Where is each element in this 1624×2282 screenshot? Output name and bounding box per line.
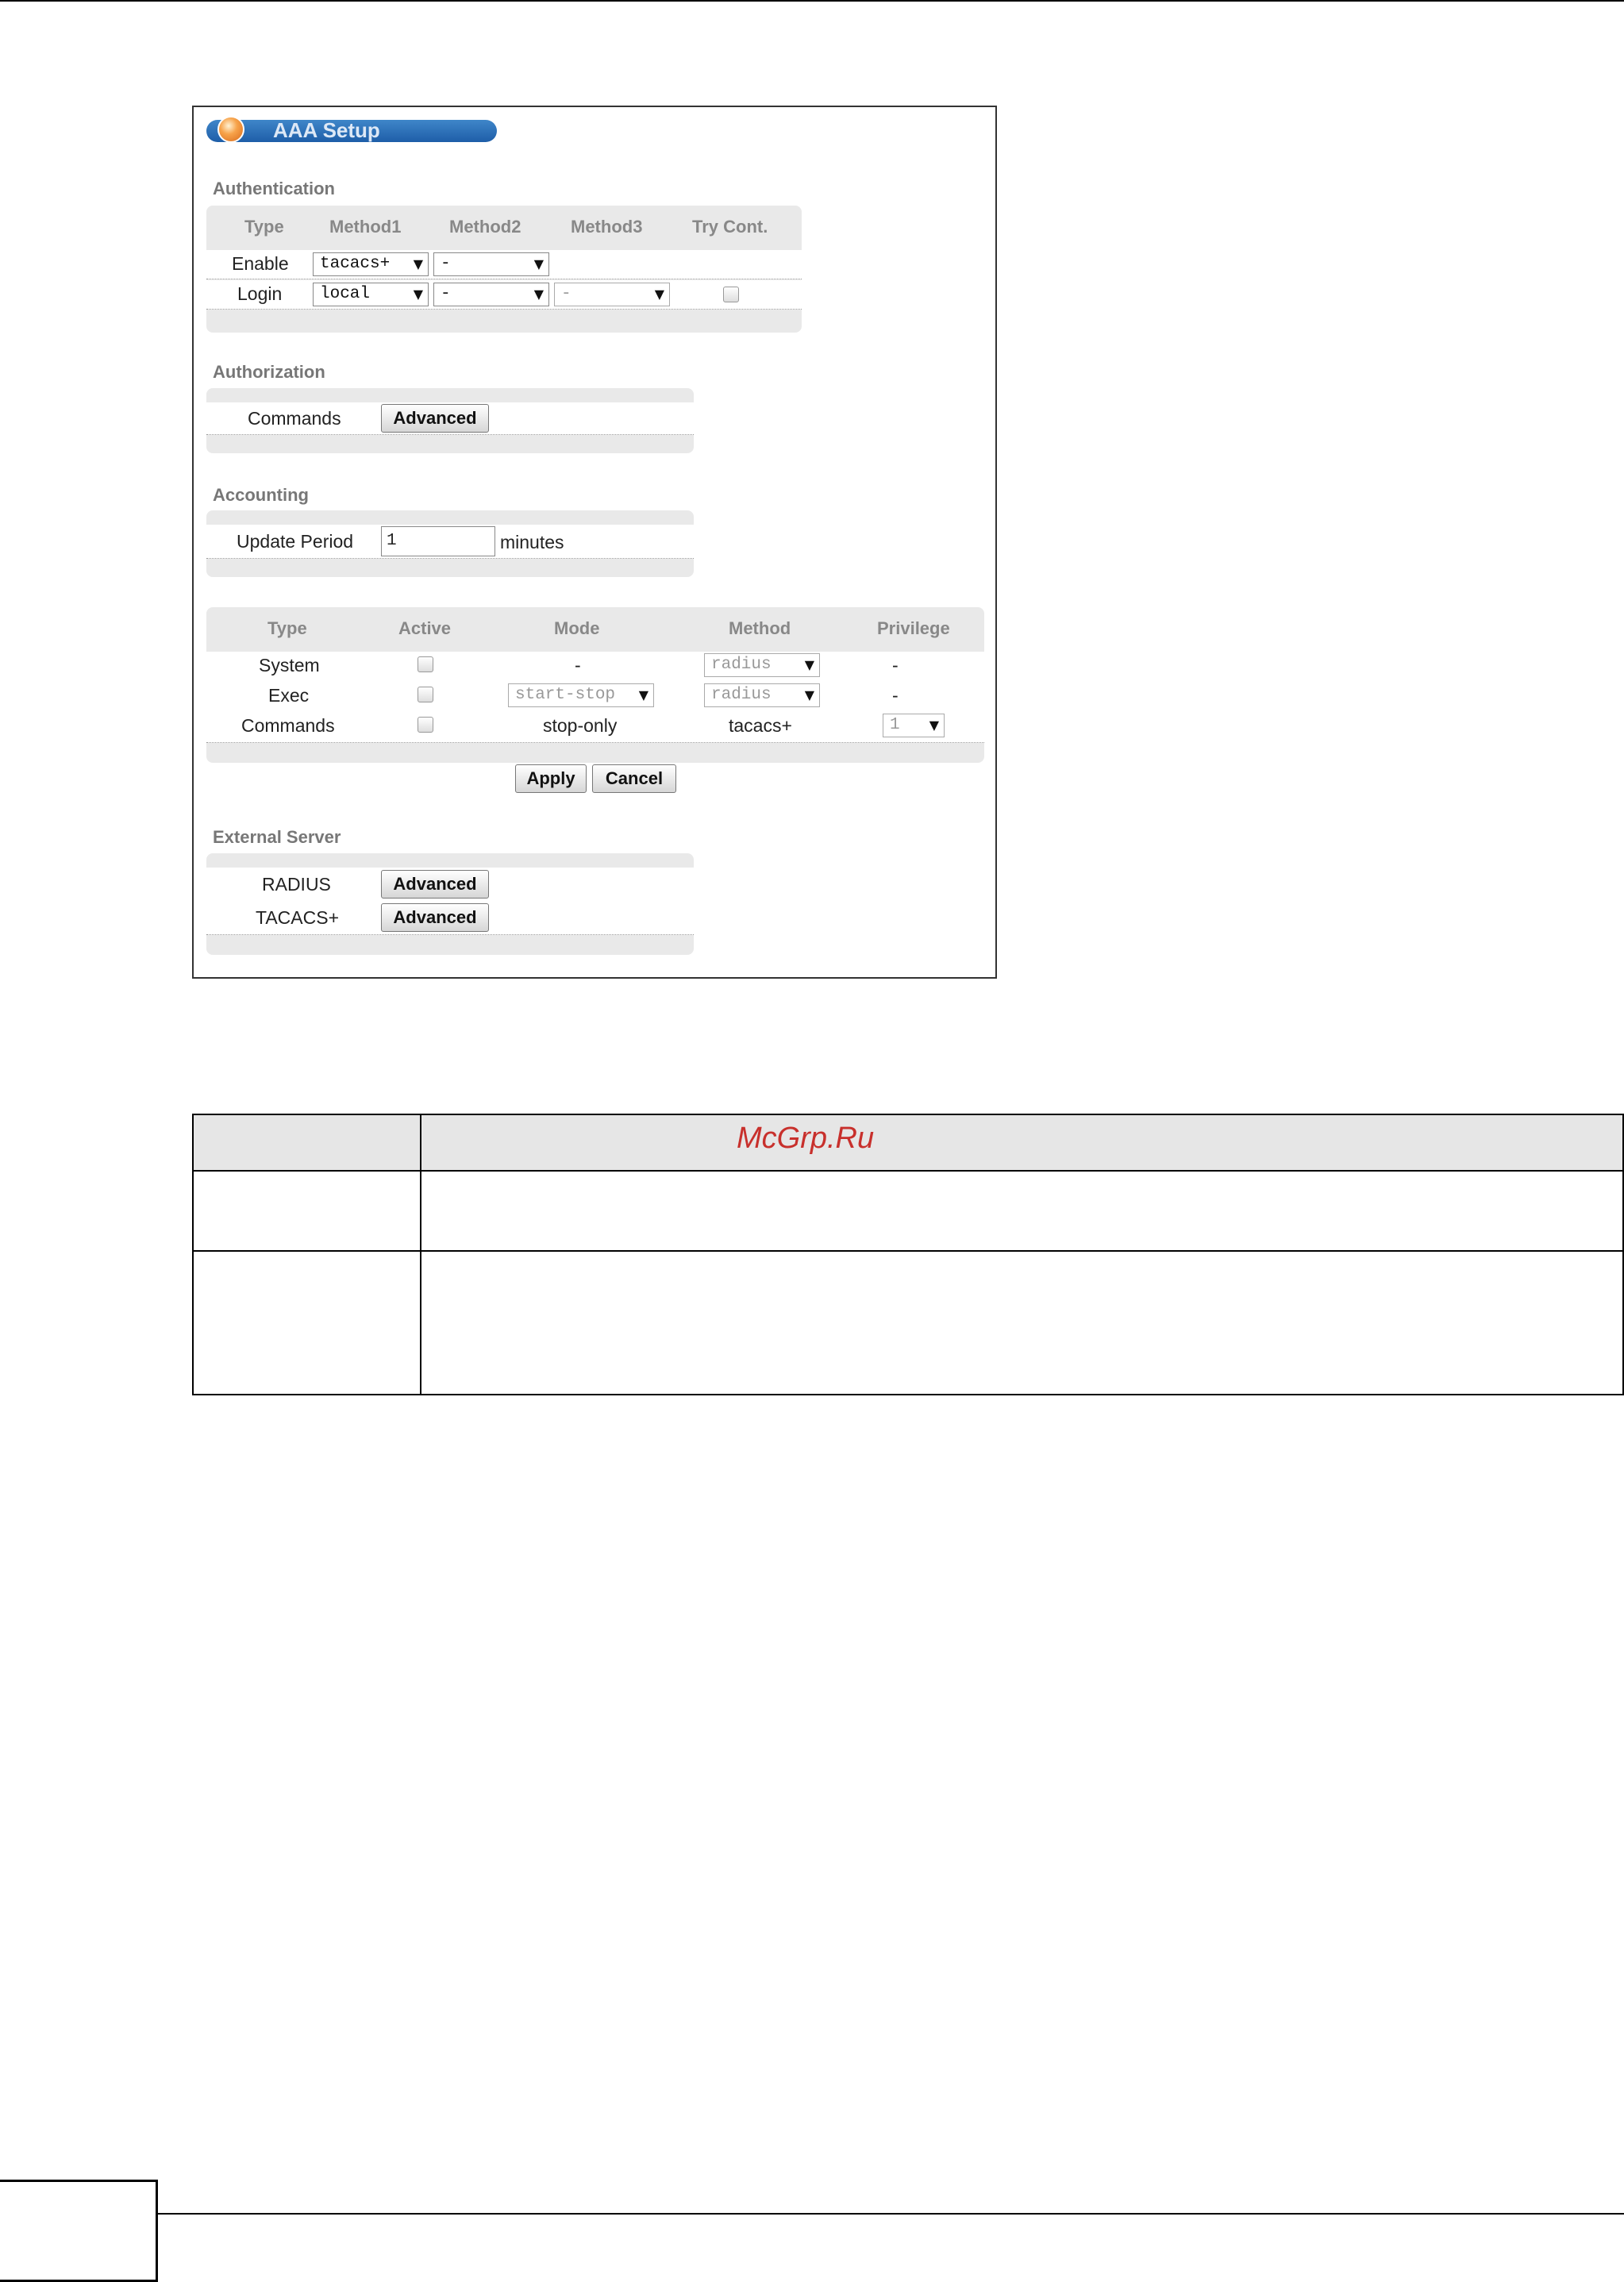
update-period-input[interactable]: 1 <box>381 526 495 556</box>
external-server-panel <box>206 853 694 955</box>
accounting-label: Accounting <box>213 485 309 505</box>
authentication-panel <box>206 206 802 333</box>
table-row <box>206 682 984 713</box>
table-header-row <box>194 1115 1622 1172</box>
accounting-table-panel <box>206 607 984 763</box>
tacacs-advanced-button[interactable]: Advanced <box>381 903 489 932</box>
table-row <box>206 652 984 683</box>
system-method-select[interactable] <box>704 653 820 677</box>
table-row <box>206 868 694 902</box>
update-period-unit: minutes <box>500 532 564 552</box>
enable-method1-select[interactable] <box>313 252 429 276</box>
select-value: start-stop <box>515 686 616 704</box>
table-row <box>206 525 694 559</box>
tacacs-label: TACACS+ <box>256 907 340 928</box>
dropdown-arrow-icon: ▼ <box>638 687 648 702</box>
login-method1-select[interactable] <box>313 283 429 306</box>
dropdown-arrow-icon: ▼ <box>804 687 814 702</box>
orb-icon <box>217 116 244 143</box>
login-method3-select[interactable] <box>554 283 670 306</box>
acct-header-mode: Mode <box>554 618 600 638</box>
select-value: tacacs+ <box>320 255 391 273</box>
system-privilege: - <box>892 655 899 675</box>
radius-label: RADIUS <box>262 874 331 895</box>
description-table <box>192 1114 1624 1395</box>
commands-method: tacacs+ <box>729 715 792 736</box>
accounting-update-panel <box>206 510 694 577</box>
acct-header-type: Type <box>267 618 307 638</box>
select-value: radius <box>711 686 772 704</box>
select-value: local <box>320 285 371 303</box>
page-title: AAA Setup <box>273 118 380 142</box>
commands-privilege-select[interactable] <box>883 714 945 737</box>
table-row <box>206 901 694 935</box>
table-row <box>206 250 802 279</box>
select-value: - <box>441 285 451 303</box>
table-row-divider <box>194 1250 1622 1252</box>
table-column-divider <box>420 1115 421 1394</box>
select-value: - <box>441 255 451 273</box>
update-period-label: Update Period <box>237 531 354 552</box>
auth-header-type: Type <box>244 217 284 237</box>
dropdown-arrow-icon: ▼ <box>413 256 423 271</box>
dropdown-arrow-icon: ▼ <box>413 287 423 302</box>
system-active-checkbox[interactable] <box>418 656 433 672</box>
exec-privilege: - <box>892 685 899 706</box>
authorization-advanced-button[interactable]: Advanced <box>381 404 489 433</box>
exec-method-select[interactable] <box>704 683 820 707</box>
system-mode: - <box>575 655 581 675</box>
dropdown-arrow-icon: ▼ <box>654 287 664 302</box>
acct-type-commands: Commands <box>241 715 335 736</box>
commands-active-checkbox[interactable] <box>418 717 433 733</box>
exec-active-checkbox[interactable] <box>418 687 433 702</box>
external-server-label: External Server <box>213 827 341 847</box>
auth-header-method1: Method1 <box>329 217 402 237</box>
dropdown-arrow-icon: ▼ <box>929 718 939 733</box>
aaa-setup-screenshot <box>192 106 997 979</box>
auth-header-try-cont: Try Cont. <box>692 217 768 237</box>
table-row <box>206 280 802 310</box>
watermark-text: McGrp.Ru <box>737 1122 875 1155</box>
acct-type-system: System <box>259 655 320 675</box>
select-value: radius <box>711 656 772 674</box>
authorization-panel <box>206 388 694 453</box>
auth-header-method3: Method3 <box>571 217 643 237</box>
table-row <box>206 712 984 743</box>
enable-method2-select[interactable] <box>433 252 549 276</box>
dropdown-arrow-icon: ▼ <box>533 256 544 271</box>
dropdown-arrow-icon: ▼ <box>533 287 544 302</box>
commands-mode: stop-only <box>543 715 618 736</box>
authorization-label: Authorization <box>213 362 325 382</box>
exec-mode-select[interactable] <box>508 683 654 707</box>
authentication-label: Authentication <box>213 179 335 198</box>
auth-type-enable: Enable <box>232 253 289 274</box>
auth-type-login: Login <box>237 283 283 304</box>
login-try-cont-checkbox[interactable] <box>723 287 739 302</box>
apply-button[interactable]: Apply <box>515 764 587 793</box>
acct-header-method: Method <box>729 618 791 638</box>
radius-advanced-button[interactable]: Advanced <box>381 870 489 899</box>
cancel-button[interactable]: Cancel <box>592 764 676 793</box>
select-value: - <box>561 285 571 303</box>
acct-header-active: Active <box>398 618 452 638</box>
page-number-box <box>0 2180 158 2282</box>
auth-header-method2: Method2 <box>449 217 521 237</box>
authorization-commands-label: Commands <box>248 408 341 429</box>
dropdown-arrow-icon: ▼ <box>804 657 814 672</box>
acct-header-privilege: Privilege <box>877 618 950 638</box>
login-method2-select[interactable] <box>433 283 549 306</box>
table-row <box>206 402 694 435</box>
acct-type-exec: Exec <box>268 685 310 706</box>
footer-rule <box>158 2213 1624 2215</box>
select-value: 1 <box>890 716 900 734</box>
page-top-rule <box>0 0 1624 2</box>
